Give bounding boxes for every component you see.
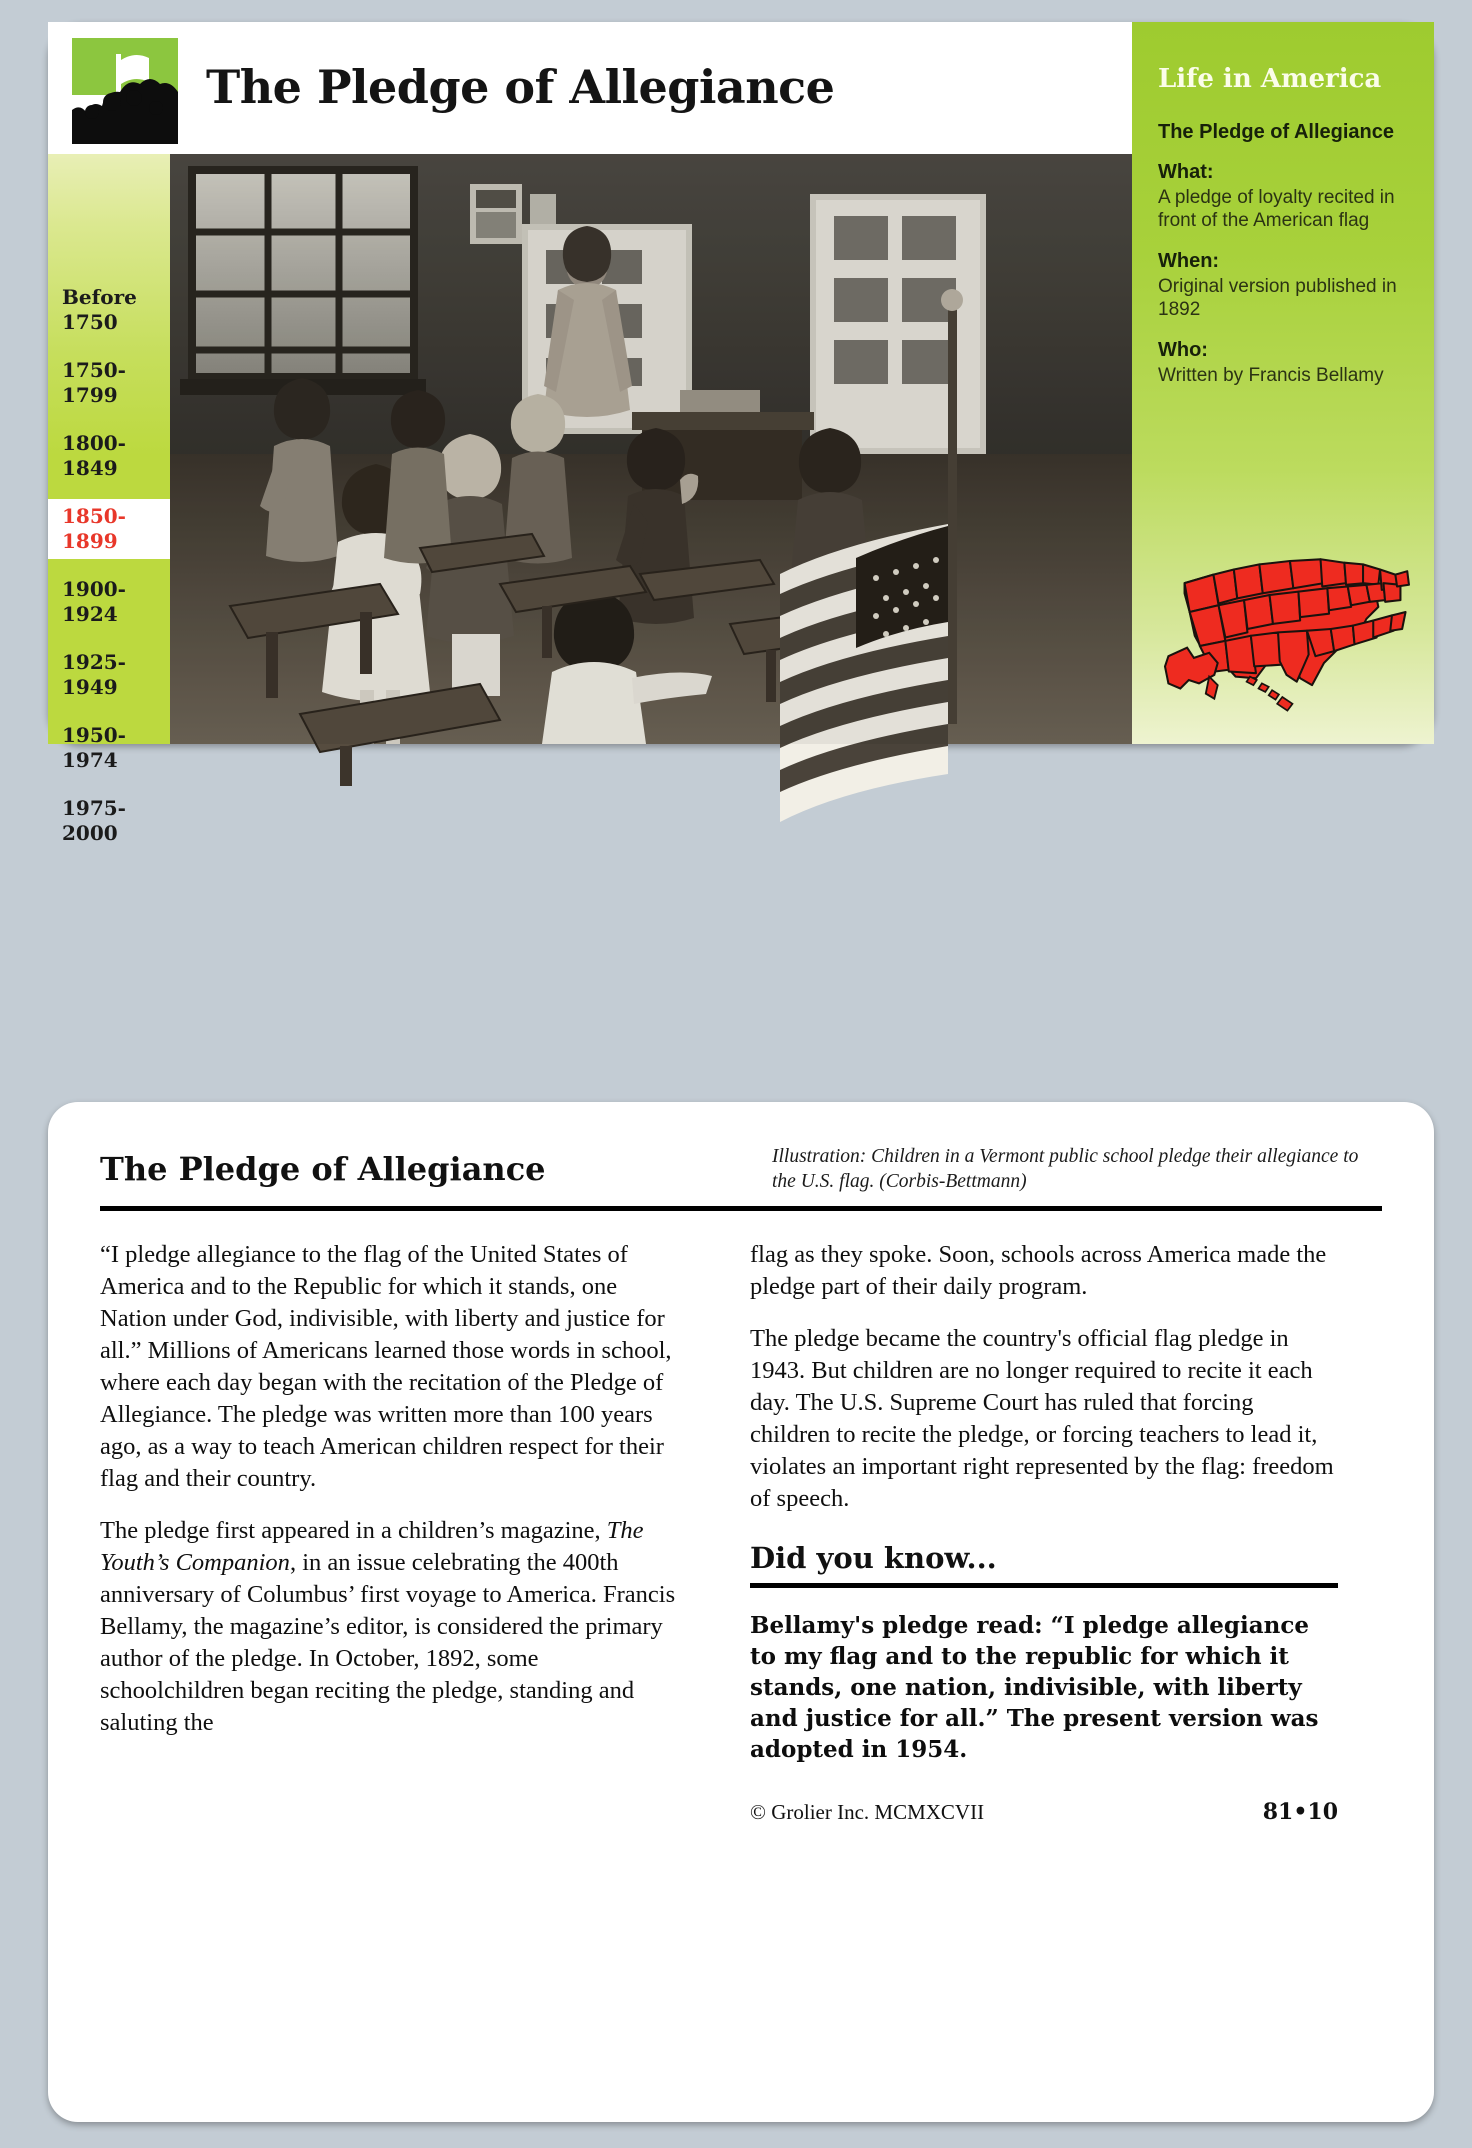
photo-illustration-svg [170,154,1132,744]
timeline-item-19251949[interactable] [48,645,170,705]
timeline-item-line: 1950- [62,723,126,747]
did-you-know-body: Bellamy's pledge read: “I pledge allegiance to my flag and to the republic for which it stands, one nation, indivisible, with liberty and justice for all.” The present version was adopted in 1954. [750,1612,1319,1763]
info-subtitle: The Pledge of Allegiance [1158,121,1394,143]
timeline-item-line: 1750- [62,358,126,382]
timeline-item-18001849[interactable] [48,426,170,486]
top-card-header [48,22,1132,154]
did-you-know-heading: Did you know... [750,1541,997,1575]
body-paragraph: flag as they spoke. Soon, schools across America made the pledge part of their daily program. [750,1241,1327,1300]
bottom-card-header [100,1144,1382,1194]
info-facts [1158,160,1410,387]
body-paragraph: “I pledge allegiance to the flag of the United States of America and to the Republic for which it stands, one Nation under God, indivisible, with liberty and justice for all.” Millions of Americans learned those words in school, where each day began with the recitation of the Pledge of Allegiance. The pledge was written more than 100 years ago, as a way to teach American children respect for their flag and their country. [100,1241,672,1492]
timeline-item-line: 1949 [62,675,118,699]
timeline-item-line: 2000 [62,821,118,845]
info-panel [1132,22,1434,744]
timeline-item-18501899[interactable] [48,499,170,559]
info-fact-value: Written by Francis Bellamy [1158,365,1384,386]
illustration-caption: Illustration: Children in a Vermont public school pledge their allegiance to the U.S. flag. (Corbis-Bettmann) [772,1146,1359,1192]
card-footer [750,1799,1338,1825]
info-fact-value: A pledge of loyalty recited in front of the American flag [1158,187,1395,231]
left-column [100,1239,688,1825]
bottom-card [48,1102,1434,2122]
united-states-map-icon [1150,544,1418,714]
timeline-item-17501799[interactable] [48,353,170,413]
copyright-text: © Grolier Inc. MCMXCVII [750,1800,985,1824]
info-fact-label: Who: [1158,339,1208,361]
timeline-item-19001924[interactable] [48,572,170,632]
top-card [48,22,1434,845]
timeline-item-line: 1925- [62,650,126,674]
timeline-item-line: 1974 [62,748,118,772]
timeline-item-line: Before [62,285,137,309]
right-column [750,1239,1338,1825]
article-title: The Pledge of Allegiance [100,1150,546,1188]
timeline-item-line: 1924 [62,602,118,626]
info-fact-label: When: [1158,250,1220,272]
body-paragraph: The pledge first appeared in a children’s magazine, The Youth’s Companion, in an issue celebrating the 400th anniversary of Columbus’ first voyage to America. Francis Bellamy, the magazine’s editor, is considered the primary author of the pledge. In October, 1892, some schoolchildren began reciting the pledge, standing and saluting the [100,1517,676,1736]
timeline-item-line: 1975- [62,796,126,820]
page-number: 81•10 [1262,1799,1338,1825]
timeline-item-19752000[interactable] [48,791,170,851]
did-you-know-divider [750,1583,1338,1590]
timeline-item-line: 1850- [62,504,126,528]
timeline-list [48,280,170,864]
italic-title: The Youth’s Companion [100,1517,644,1576]
page-title: The Pledge of Allegiance [206,60,835,114]
info-fact-value: Original version published in 1892 [1158,276,1397,320]
timeline-item-line: 1900- [62,577,126,601]
info-fact-label: What: [1158,161,1214,183]
classroom-photograph [170,154,1132,744]
article-columns [100,1239,1382,1825]
timeline-item-line: 1799 [62,383,118,407]
info-kicker: Life in America [1158,64,1382,94]
flag-and-crowd-logo-icon [72,38,178,144]
timeline-item-line: 1849 [62,456,118,480]
timeline-item-before1750[interactable] [48,280,170,340]
body-paragraph: The pledge became the country's official flag pledge in 1943. But children are no longer required to recite it each day. The U.S. Supreme Court has ruled that forcing children to recite the pledge, or forcing teachers to lead it, violates an important right represented by the flag: freedom of speech. [750,1325,1334,1512]
timeline-item-line: 1800- [62,431,126,455]
timeline-item-line: 1750 [62,310,118,334]
header-divider [100,1206,1382,1213]
timeline-item-line: 1899 [62,529,118,553]
timeline-item-19501974[interactable] [48,718,170,778]
